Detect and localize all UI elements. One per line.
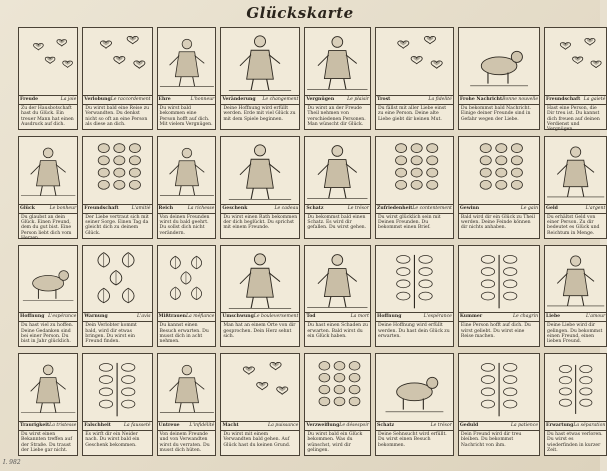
card-title-german: Traurigkeit bbox=[20, 423, 50, 428]
card-fortune-text: Du kannst einen Besuch erwarten. Du musst dich in acht nehmen. bbox=[159, 323, 209, 345]
fortune-card bbox=[458, 27, 540, 130]
card-fortune-text: Bald wird dir ein Glück zu Theil werden. Deine Feinde können dir nichts anhaben. bbox=[460, 214, 535, 231]
card-illustration-trees-icon bbox=[459, 354, 539, 422]
card-illustration-animal-icon bbox=[19, 246, 77, 314]
card-illustration-animal-icon bbox=[459, 28, 539, 96]
card-title-german: Glück bbox=[20, 205, 35, 211]
card-fortune-text: Du fällst mit aller Liebe einst zu eine Person. Deine alte Liebe giebt dir keinen Mut. bbox=[378, 105, 447, 122]
card-illustration-trees-icon bbox=[459, 246, 539, 314]
fortune-card bbox=[304, 353, 371, 456]
sheet-title: Glückskarte bbox=[246, 4, 354, 22]
fortune-card bbox=[544, 245, 607, 348]
card-illustration-figure-icon bbox=[221, 137, 299, 205]
fortune-card bbox=[544, 353, 607, 456]
fortune-card bbox=[458, 353, 540, 456]
card-caption bbox=[376, 313, 453, 322]
card-title-french: Le cadeau bbox=[274, 205, 299, 211]
card-illustration-figure-icon bbox=[305, 28, 370, 96]
card-fortune-text: Deine Sehnsucht wird erfüllt. Du wirst einen Besuch bekommen. bbox=[378, 432, 447, 448]
inventory-number: I. 982 bbox=[3, 459, 21, 466]
card-caption bbox=[19, 205, 77, 214]
card-title-french: Bonne nouvelle bbox=[502, 96, 539, 102]
card-title-french: L'infidélité bbox=[189, 423, 215, 428]
fortune-card bbox=[82, 136, 152, 239]
card-fortune-text: Dein Freund wird dir treu bleiben. Du bekommst Nachricht von ihm. bbox=[460, 432, 522, 448]
card-title-german: Geschenk bbox=[222, 205, 248, 211]
card-title-german: Schatz bbox=[377, 423, 395, 428]
fortune-card bbox=[157, 27, 217, 130]
card-title-french: L'espérance bbox=[48, 314, 77, 320]
card-title-german: Falschheit bbox=[84, 423, 111, 428]
card-title-french: La joie bbox=[60, 96, 77, 102]
card-title-german: Verlobung bbox=[84, 96, 111, 102]
card-fortune-text: Du wirst bald bekommen eine Person hofft auf dich. Mit vielem Vergnügen. bbox=[159, 105, 213, 127]
card-caption bbox=[376, 96, 453, 105]
card-title-german: Untreue bbox=[158, 423, 180, 428]
card-illustration-coins-icon bbox=[459, 137, 539, 205]
card-title-french: La richesse bbox=[187, 205, 215, 211]
card-illustration-trees-icon bbox=[545, 354, 606, 422]
card-fortune-text: Hast eine Person, die Dir treu ist. Du kannst dich freuen auf deinen Verdienst und Vergnügen. bbox=[547, 105, 600, 133]
card-illustration-figure-icon bbox=[158, 137, 216, 205]
card-caption bbox=[305, 422, 370, 431]
card-fortune-text: Du erhältst Geld von einer Person. Zu dir bedeutet es Glück und Reichtum in Menge. bbox=[547, 214, 600, 236]
card-caption bbox=[545, 96, 606, 105]
card-title-german: Frohe Nachricht bbox=[459, 96, 503, 102]
card-fortune-text: Zu der Hausbotschaft hast du Glück. Ein treuer Mann hat einen Ausdruck auf dich. bbox=[21, 105, 74, 127]
card-illustration-hearts-icon bbox=[376, 28, 453, 96]
card-caption bbox=[158, 313, 216, 322]
card-illustration-animal-icon bbox=[376, 354, 453, 422]
card-title-german: Trost bbox=[377, 96, 391, 102]
card-title-french: Le changement bbox=[262, 96, 299, 102]
card-fortune-text: Von deinen Freunden wirst du bald geehrt. Du sollst dich nicht verändern. bbox=[159, 214, 210, 236]
card-fortune-text: Dein Verlobter kommt bald, wird dir etwas bringen. Du wirst ein Freund finden. bbox=[85, 323, 137, 345]
card-title-german: Hoffnung bbox=[20, 314, 45, 320]
fortune-card bbox=[375, 353, 454, 456]
card-illustration-figure-icon bbox=[19, 137, 77, 205]
card-title-french: La puissance bbox=[268, 423, 299, 428]
card-title-german: Veränderung bbox=[222, 96, 256, 102]
card-fortune-text: Der Liebe vertraut sich mit seiner Sorge. Einen Tag da gleicht dich zu deinem Glück. bbox=[85, 214, 149, 236]
card-caption bbox=[459, 313, 539, 322]
card-fortune-text: Eine Person hofft auf dich. Du wirst geliebt. Du wirst eine Reise machen. bbox=[460, 323, 531, 340]
card-title-french: Le plaisir bbox=[347, 96, 369, 102]
card-fortune-text: Du glaubst an dein Glück. Einen Freund, dem du gut bist. Eine Person liebt dich vom Herzen. bbox=[21, 214, 72, 242]
card-caption bbox=[545, 313, 606, 322]
card-title-german: Gewinn bbox=[459, 205, 480, 211]
card-title-french: Le raccordement bbox=[110, 96, 151, 102]
card-caption bbox=[459, 205, 539, 214]
card-illustration-trees-icon bbox=[83, 354, 151, 422]
card-fortune-text: Von deinem Freunde und von Verwandten wirst du verraten. Du musst dich hüten. bbox=[159, 432, 210, 454]
card-illustration-figure-icon bbox=[158, 28, 216, 96]
card-title-french: Le trésor bbox=[430, 423, 452, 428]
card-caption bbox=[221, 205, 299, 214]
card-fortune-text: Es wirft dir ein Neider nach. Du wirst bald ein Geschenk bekommen. bbox=[85, 432, 140, 448]
card-title-french: La tristesse bbox=[49, 423, 77, 428]
card-title-french: L'argent bbox=[585, 205, 606, 211]
card-title-german: Liebe bbox=[546, 314, 561, 320]
card-fortune-text: Deine Hoffnung wird erfüllt werden. Erde mit viel Glück zu mit dem Spiele beginnen. bbox=[223, 105, 296, 122]
card-title-german: Hoffnung bbox=[377, 314, 402, 320]
card-title-french: La gaieté bbox=[583, 96, 606, 102]
fortune-card bbox=[544, 27, 607, 133]
card-fortune-text: Du bekommst bald einen Schatz. Es wird dir gefallen. Du wirst gehen. bbox=[307, 214, 367, 231]
card-title-french: La fidelité bbox=[428, 96, 452, 102]
card-caption bbox=[158, 205, 216, 214]
card-caption bbox=[459, 96, 539, 105]
card-illustration-figure-icon bbox=[545, 137, 606, 205]
fortune-card bbox=[82, 245, 152, 348]
fortune-card bbox=[220, 353, 300, 456]
card-title-french: Le bonheur bbox=[49, 205, 77, 211]
card-fortune-text: Du wirst bald eine Reise zu Verwandten. Du denkst nicht so oft an eine Person als diese an dich. bbox=[85, 105, 150, 127]
card-fortune-text: Du hast etwas verloren. Du wirst es wiederfinden in kurzer Zeit. bbox=[547, 432, 603, 454]
card-title-german: Warnung bbox=[84, 314, 108, 320]
card-caption bbox=[459, 422, 539, 431]
card-illustration-figure-icon bbox=[19, 354, 77, 422]
card-caption bbox=[305, 205, 370, 214]
card-title-german: Ehre bbox=[158, 96, 171, 102]
fortune-card bbox=[18, 353, 78, 456]
card-title-french: Le chagrin bbox=[512, 314, 539, 320]
card-caption bbox=[545, 422, 606, 431]
card-illustration-figure-icon bbox=[221, 246, 299, 314]
card-fortune-text: Du hast einen Schaden zu erwarten. Bald wirst du ein Glück haben. bbox=[307, 323, 368, 340]
card-title-german: Umschwung bbox=[222, 314, 254, 320]
card-illustration-hearts-icon bbox=[545, 28, 606, 96]
card-fortune-text: Deine Hoffnung wird erfüllt werden. Du hast dein Glück zu erwarten. bbox=[378, 323, 450, 340]
card-caption bbox=[19, 313, 77, 322]
card-title-french: Le trésor bbox=[347, 205, 369, 211]
fortune-card bbox=[458, 136, 540, 239]
card-title-german: Verzweiflung bbox=[306, 423, 340, 428]
card-title-french: L'amitié bbox=[131, 205, 151, 211]
card-caption bbox=[158, 422, 216, 431]
card-caption bbox=[83, 205, 151, 214]
card-fortune-text: Du bekommst bald Nachricht. Einige deiner Freunde sind in Gefahr wegen der Liebe. bbox=[460, 105, 531, 122]
fortune-card bbox=[304, 136, 371, 239]
fortune-card bbox=[375, 27, 454, 130]
card-illustration-figure-icon bbox=[545, 246, 606, 314]
card-title-german: Mißtrauen bbox=[158, 314, 186, 320]
fortune-card bbox=[18, 27, 78, 130]
card-title-german: Vergnügen bbox=[306, 96, 335, 102]
card-fortune-text: Du wirst einen Rath bekommen der dich beglückt. Du sprichst mit einem Freunde. bbox=[223, 214, 298, 231]
card-title-french: La patience bbox=[510, 423, 539, 428]
card-illustration-coins-icon bbox=[376, 137, 453, 205]
fortune-card bbox=[18, 136, 78, 242]
card-fortune-text: Du wirst mit einem Verwandten bald gehen. Auf Glück hast du keinen Grund. bbox=[223, 432, 291, 448]
fortune-card bbox=[157, 245, 217, 348]
card-illustration-figure-icon bbox=[158, 354, 216, 422]
card-illustration-coins-icon bbox=[83, 137, 151, 205]
card-illustration-hearts-icon bbox=[83, 28, 151, 96]
card-title-french: Le désespoir bbox=[339, 423, 369, 428]
card-caption bbox=[305, 313, 370, 322]
fortune-card bbox=[220, 245, 300, 348]
card-caption bbox=[19, 422, 77, 431]
fortune-card bbox=[375, 245, 454, 348]
card-caption bbox=[545, 205, 606, 214]
card-fortune-text: Du wirst an der Freude Theil nehmen von verschiedenen Personen. Man wünscht dir Glück. bbox=[307, 105, 366, 127]
card-caption bbox=[19, 96, 77, 105]
card-caption bbox=[158, 96, 216, 105]
card-title-french: L'avis bbox=[137, 314, 151, 320]
card-illustration-leaves-icon bbox=[158, 246, 216, 314]
card-illustration-leaves-icon bbox=[83, 246, 151, 314]
card-title-french: L'amour bbox=[585, 314, 606, 320]
card-illustration-figure-icon bbox=[221, 28, 299, 96]
card-title-german: Geduld bbox=[459, 423, 479, 428]
card-illustration-coins-icon bbox=[305, 354, 370, 422]
card-fortune-text: Man hat an einem Orte von dir gesprochen. Dein Herz sehnt sich. bbox=[223, 323, 296, 340]
card-title-french: Le gain bbox=[520, 205, 539, 211]
card-title-german: Kummer bbox=[459, 314, 483, 320]
card-title-german: Erwartung bbox=[546, 423, 574, 428]
card-grid bbox=[18, 27, 606, 456]
card-title-french: La mort bbox=[350, 314, 369, 320]
fortune-card bbox=[82, 353, 152, 456]
card-title-german: Freundschaft bbox=[84, 205, 119, 211]
card-title-german: Reich bbox=[158, 205, 174, 211]
fortune-card bbox=[544, 136, 607, 239]
card-caption bbox=[221, 313, 299, 322]
fortune-card bbox=[157, 353, 217, 456]
fortune-card bbox=[458, 245, 540, 348]
card-title-french: L'espérance bbox=[423, 314, 452, 320]
card-fortune-text: Du wirst bald ein Glück bekommen. Was du wünschst, wird dir gelingen. bbox=[307, 432, 363, 454]
card-fortune-text: Du hast viel zu hoffen. Deine Gedanken sind bei einer Person. Du bist in Jahr glücklich. bbox=[21, 323, 74, 345]
card-title-german: Tod bbox=[306, 314, 316, 320]
card-illustration-figure-icon bbox=[305, 246, 370, 314]
card-caption bbox=[83, 96, 151, 105]
card-caption bbox=[83, 313, 151, 322]
card-title-french: La méfiance bbox=[185, 314, 215, 320]
card-illustration-hearts-icon bbox=[221, 354, 299, 422]
card-title-french: La fausseté bbox=[123, 423, 151, 428]
card-caption bbox=[376, 422, 453, 431]
card-illustration-figure-icon bbox=[305, 137, 370, 205]
card-fortune-text: Deine Liebe wird dir gelingen. Du bekommst einen Freund, einen lieben Freund. bbox=[547, 323, 603, 345]
card-fortune-text: Du wirst einen Bekannten treffen auf der Straße. Du traust der Liebe gar nicht. bbox=[21, 432, 73, 454]
card-caption bbox=[376, 205, 453, 214]
fortune-card bbox=[220, 27, 300, 130]
fortune-card bbox=[157, 136, 217, 239]
card-title-french: L'honneur bbox=[190, 96, 215, 102]
card-caption bbox=[305, 96, 370, 105]
card-title-french: Le bouleversement bbox=[253, 314, 299, 320]
fortune-card bbox=[18, 245, 78, 348]
card-title-german: Freude bbox=[20, 96, 38, 102]
card-title-german: Zufriedenheit bbox=[377, 205, 413, 211]
card-fortune-text: Du wirst glücklich sein mit Deinen Freunden. Du bekommst einen Brief. bbox=[378, 214, 441, 231]
fortune-card bbox=[220, 136, 300, 239]
fortune-card bbox=[375, 136, 454, 239]
fortune-card bbox=[82, 27, 152, 130]
card-title-german: Schatz bbox=[306, 205, 324, 211]
card-caption bbox=[221, 422, 299, 431]
card-title-german: Freundschaft bbox=[546, 96, 581, 102]
card-title-french: La séparation bbox=[573, 423, 606, 428]
card-title-french: Le contentement bbox=[412, 205, 452, 211]
card-title-german: Geld bbox=[546, 205, 558, 211]
card-caption bbox=[221, 96, 299, 105]
fortune-card bbox=[304, 27, 371, 130]
card-illustration-hearts-icon bbox=[19, 28, 77, 96]
card-title-german: Macht bbox=[222, 423, 239, 428]
card-illustration-trees-icon bbox=[376, 246, 453, 314]
fortune-card bbox=[304, 245, 371, 348]
card-caption bbox=[83, 422, 151, 431]
